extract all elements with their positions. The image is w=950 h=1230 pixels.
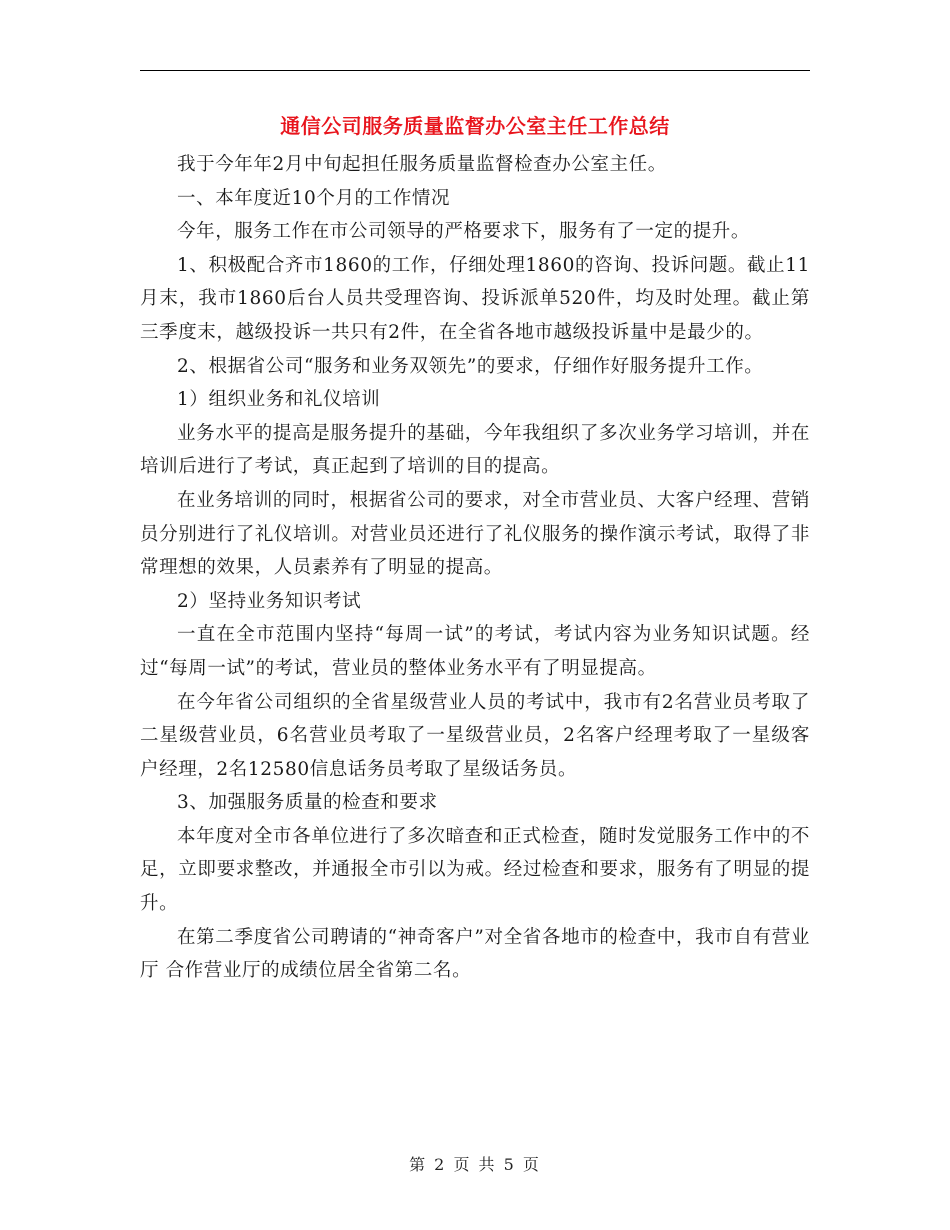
paragraph: 今年，服务工作在市公司领导的严格要求下，服务有了一定的提升。 <box>177 221 751 243</box>
paragraph: 一直在全市范围内坚持“每周一试”的考试，考试内容为业务知识试题。经过“每周一试”的考试，营业员的整体业务水平有了明显提高。 <box>140 624 810 679</box>
section-heading: 一、本年度近10个月的工作情况 <box>177 187 451 209</box>
paragraph: 2、根据省公司“服务和业务双领先”的要求，仔细作好服务提升工作。 <box>177 355 764 377</box>
paragraph: 我于今年年2月中旬起担任服务质量监督检查办公室主任。 <box>177 154 667 175</box>
paragraph: 在第二季度省公司聘请的“神奇客户”对全省各地市的检查中，我市自有营业厅 合作营业厅的成绩位居全省第二名。 <box>140 926 810 982</box>
paragraph: 在业务培训的同时，根据省公司的要求，对全市营业员、大客户经理、营销员分别进行了礼仪培训。对营业员还进行了礼仪服务的操作演示考试，取得了非常理想的效果，人员素养有了明显的提高。 <box>140 489 810 579</box>
paragraph: 1、积极配合齐市1860的工作，仔细处理1860的咨询、投诉问题。截止11月末，我市1860后台人员共受理咨询、投诉派单520件，均及时处理。截止第三季度末，越级投诉一共只有2件，在全省各地市越级投诉量中是最少的。 <box>140 254 810 343</box>
document-title: 通信公司服务质量监督办公室主任工作总结 <box>280 114 670 138</box>
paragraph: 本年度对全市各单位进行了多次暗查和正式检查，随时发觉服务工作中的不足，立即要求整改，并通报全市引以为戒。经过检查和要求，服务有了明显的提升。 <box>140 825 810 915</box>
page-footer <box>0 1152 950 1175</box>
page-number: 第 2 页 共 5 页 <box>409 1155 541 1174</box>
document-body <box>140 148 810 988</box>
subsection-heading: 2）坚持业务知识考试 <box>177 590 362 612</box>
subsection-heading: 3、加强服务质量的检查和要求 <box>177 792 438 814</box>
paragraph: 业务水平的提高是服务提升的基础，今年我组织了多次业务学习培训，并在培训后进行了考试，真正起到了培训的目的提高。 <box>140 422 810 478</box>
subsection-heading: 1）组织业务和礼仪培训 <box>177 389 381 411</box>
paragraph: 在今年省公司组织的全省星级营业人员的考试中，我市有2名营业员考取了二星级营业员，6名营业员考取了一星级营业员，2名客户经理考取了一星级客户经理，2名12580信息话务员考取了星级话务员。 <box>140 691 810 780</box>
header-rule <box>140 70 810 71</box>
